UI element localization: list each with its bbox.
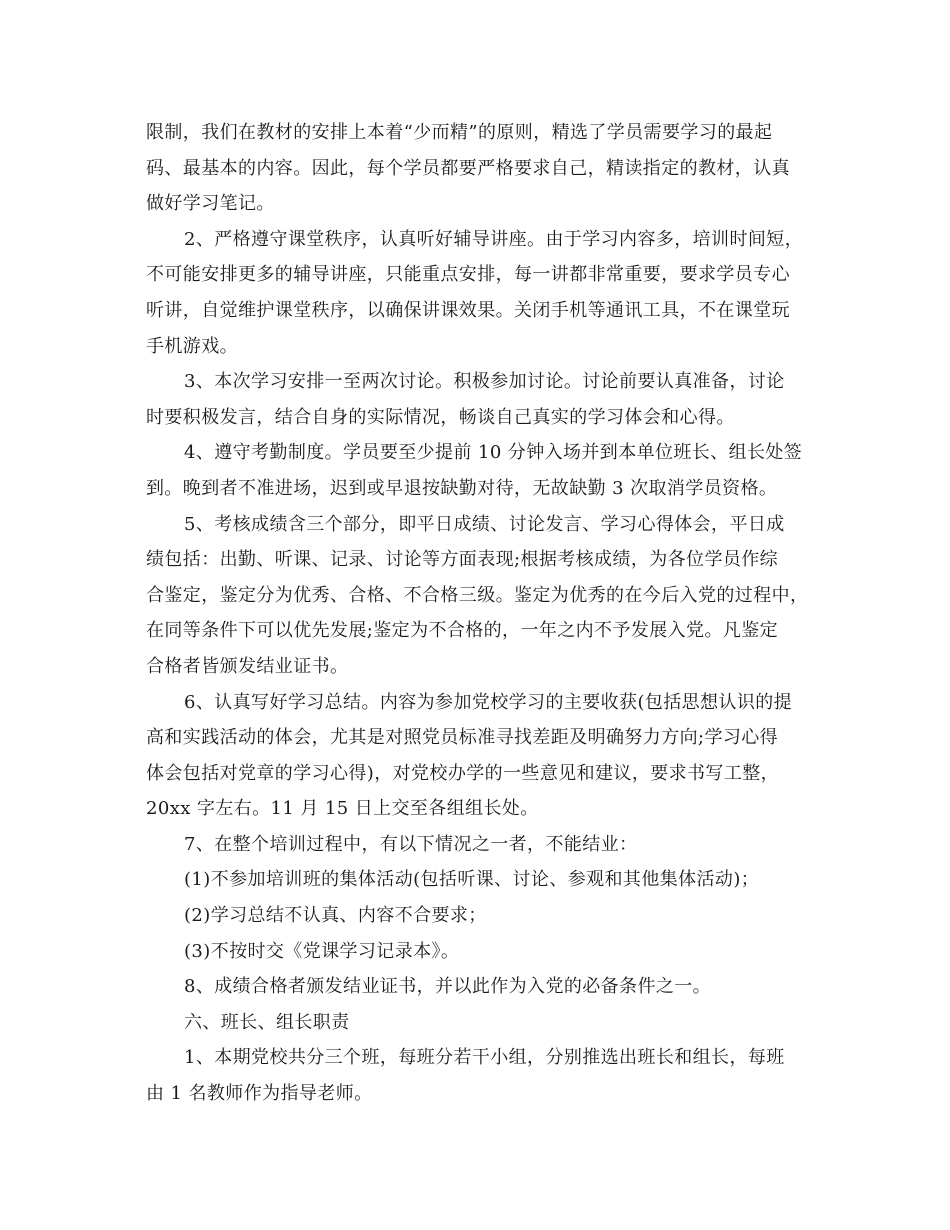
text-line: 由 1 名教师作为指导老师。 [146,1083,373,1105]
text-line: (1)不参加培训班的集体活动(包括听课、讨论、参观和其他集体活动)； [184,869,760,891]
text-line: 合鉴定，鉴定分为优秀、合格、不合格三级。鉴定为优秀的在今后入党的过程中， [146,584,809,606]
text-line: 绩包括：出勤、听课、记录、讨论等方面表现;根据考核成绩，为各位学员作综 [146,549,779,571]
text-line: 7、在整个培训过程中，有以下情况之一者，不能结业： [184,833,638,855]
text-line: 限制，我们在教材的安排上本着“少而精”的原则，精选了学员需要学习的最起 [146,122,773,143]
text-line: (3)不按时交《党课学习记录本》。 [184,940,460,962]
text-line: 5、考核成绩含三个部分，即平日成绩、讨论发言、学习心得体会，平日成 [184,513,785,535]
text-line: 20xx 字左右。11 月 15 日上交至各组组长处。 [146,798,539,820]
document-body [146,115,811,1112]
text-line: 高和实践活动的体会，尤其是对照党员标准寻找差距及明确努力方向;学习心得 [146,727,779,749]
text-line: 不可能安排更多的辅导讲座，只能重点安排，每一讲都非常重要，要求学员专心 [146,264,790,286]
text-line: 在同等条件下可以优先发展;鉴定为不合格的，一年之内不予发展入党。凡鉴定 [146,620,779,642]
text-line: 做好学习笔记。 [146,193,275,215]
text-line: 到。晚到者不准进场，迟到或早退按缺勤对待，无故缺勤 3 次取消学员资格。 [146,477,778,499]
text-line: 8、成绩合格者颁发结业证书，并以此作为入党的必备条件之一。 [184,976,712,998]
text-line: 合格者皆颁发结业证书。 [146,655,349,677]
text-line: (2)学习总结不认真、内容不合要求； [184,905,487,927]
text-line: 4、遵守考勤制度。学员要至少提前 10 分钟入场并到本单位班长、组长处签 [184,442,803,464]
text-line: 3、本次学习安排一至两次讨论。积极参加讨论。讨论前要认真准备，讨论 [184,371,785,393]
section-heading: 六、班长、组长职责 [184,1011,350,1033]
text-line: 1、本期党校共分三个班，每班分若干小组，分别推选出班长和组长，每班 [184,1047,785,1069]
text-line: 体会包括对党章的学习心得)，对党校办学的一些意见和建议，要求书写工整， [146,762,780,784]
text-line: 听讲，自觉维护课堂秩序，以确保讲课效果。关闭手机等通讯工具，不在课堂玩 [146,299,790,321]
text-line: 手机游戏。 [146,335,238,357]
text-line: 时要积极发言，结合自身的实际情况，畅谈自己真实的学习体会和心得。 [146,406,735,428]
text-line: 6、认真写好学习总结。内容为参加党校学习的主要收获(包括思想认识的提 [184,691,793,713]
text-line: 码、最基本的内容。因此，每个学员都要严格要求自己，精读指定的教材，认真 [146,157,790,179]
text-line: 2、严格遵守课堂秩序，认真听好辅导讲座。由于学习内容多，培训时间短， [184,228,804,250]
